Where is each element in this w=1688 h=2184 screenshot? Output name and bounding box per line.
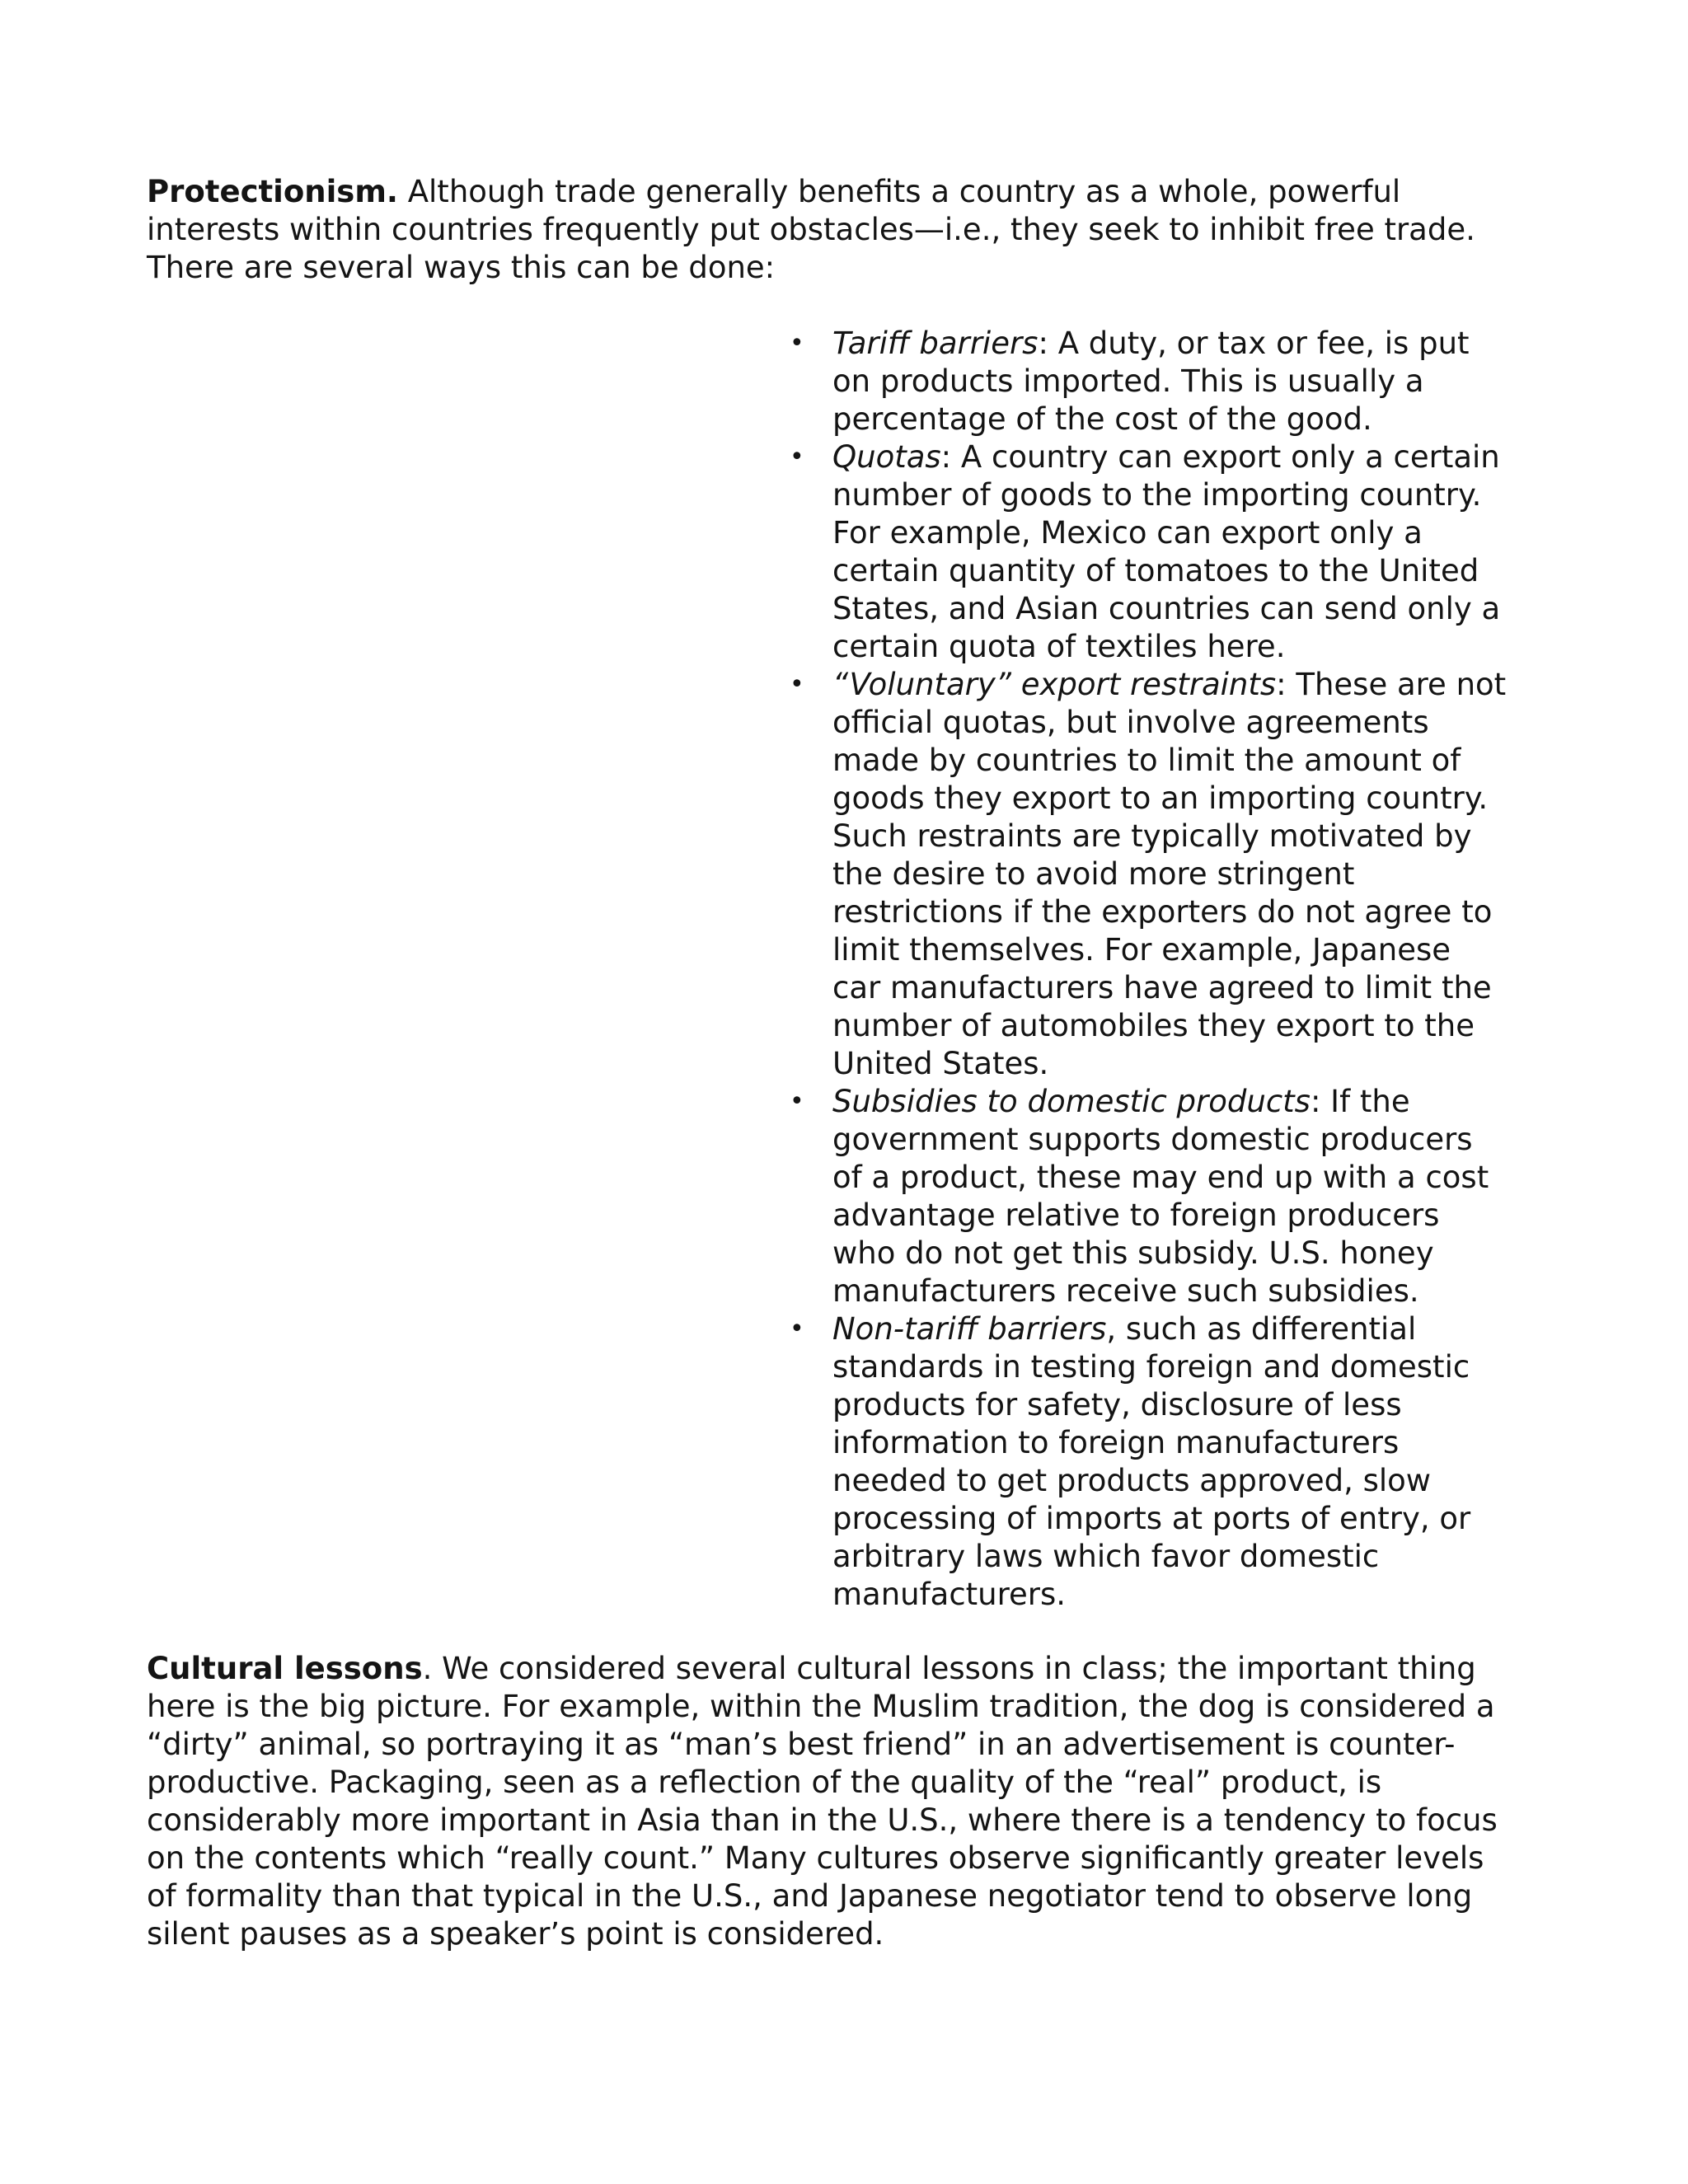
list-item-term: Tariff barriers bbox=[832, 326, 1039, 361]
list-item-text: : If the government supports domestic producers of a product, these may end up with a cost advantage relative to foreign producers who do not get this subsidy. U.S. honey manufacturers receive such subsidies. bbox=[832, 1084, 1489, 1309]
list-item bbox=[790, 438, 1508, 666]
protectionism-heading: Protectionism. bbox=[147, 174, 398, 209]
list-item bbox=[790, 1083, 1508, 1310]
list-item-text: : A country can export only a certain number of goods to the importing country. For example, Mexico can export only a certain quantity of tomatoes to the United States, and Asian countries can send only a certain quota of textiles here. bbox=[832, 439, 1501, 664]
list-item bbox=[790, 666, 1508, 1083]
list-item-term: “Voluntary” export restraints bbox=[832, 667, 1277, 702]
cultural-lessons-paragraph bbox=[147, 1650, 1507, 1953]
list-item-term: Quotas bbox=[832, 439, 941, 475]
list-item-text: : A duty, or tax or fee, is put on products imported. This is usually a percentage of the cost of the good. bbox=[832, 326, 1470, 437]
cultural-lessons-text: . We considered several cultural lessons in class; the important thing here is the big picture. For example, within the Muslim tradition, the dog is considered a “dirty” animal, so portraying it as “man’s best friend” in an advertisement is counter-productive. Packaging, seen as a reflection of the quality of the “real” product, is considerably more important in Asia than in the U.S., where there is a tendency to focus on the contents which “really count.” Many cultures observe significantly greater levels of formality than that typical in the U.S., and Japanese negotiator tend to observe long silent pauses as a speaker’s point is considered. bbox=[147, 1651, 1498, 1952]
protectionism-text: Although trade generally benefits a country as a whole, powerful interests within countries frequently put obstacles—i.e., they seek to inhibit free trade. There are several ways this can be done: bbox=[147, 174, 1475, 285]
protection-methods-list bbox=[790, 325, 1508, 1614]
bullet-icon: • bbox=[790, 1315, 804, 1343]
list-item-term: Non-tariff barriers bbox=[832, 1311, 1107, 1347]
bullet-icon: • bbox=[790, 1087, 804, 1116]
list-item-text: : These are not official quotas, but involve agreements made by countries to limit the amount of goods they export to an importing country. Such restraints are typically motivated by the desire to avoid more stringent restrictions if the exporters do not agree to limit themselves. For example, Japanese car manufacturers have agreed to limit the number of automobiles they export to the United States. bbox=[832, 667, 1507, 1081]
bullet-icon: • bbox=[790, 329, 804, 358]
list-item-term: Subsidies to domestic products bbox=[832, 1084, 1311, 1119]
bullet-icon: • bbox=[790, 670, 804, 699]
bullet-icon: • bbox=[790, 443, 804, 471]
list-item-text: , such as differential standards in testing foreign and domestic products for safety, disclosure of less information to foreign manufacturers needed to get products approved, slow processing of imports at ports of entry, or arbitrary laws which favor domestic manufacturers. bbox=[832, 1311, 1471, 1612]
cultural-lessons-heading: Cultural lessons bbox=[147, 1651, 423, 1686]
protectionism-paragraph bbox=[147, 173, 1507, 287]
list-item bbox=[790, 1310, 1508, 1614]
list-item bbox=[790, 325, 1508, 438]
